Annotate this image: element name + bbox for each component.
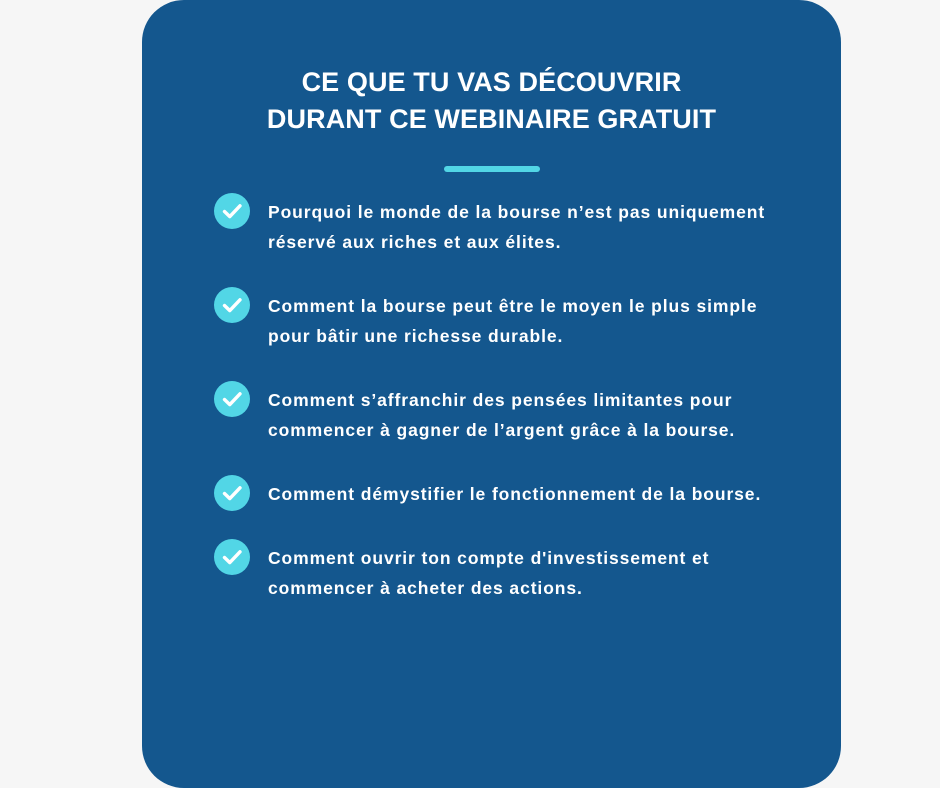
list-item-text: Comment démystifier le fonctionnement de la bourse.: [268, 484, 762, 504]
list-item-text: Comment s’affranchir des pensées limitantes pour commencer à gagner de l’argent grâce à la bourse.: [268, 390, 736, 440]
check-circle-icon: [214, 539, 250, 575]
list-item: [214, 475, 774, 509]
check-circle-icon: [214, 381, 250, 417]
list-item: [214, 381, 774, 445]
list-item: [214, 287, 774, 351]
title-line-2: DURANT CE WEBINAIRE GRATUIT: [266, 104, 717, 134]
list-item-text: Comment ouvrir ton compte d'investissement et commencer à acheter des actions.: [268, 548, 710, 598]
check-circle-icon: [214, 193, 250, 229]
list-item: [214, 539, 774, 603]
list-item-text: Pourquoi le monde de la bourse n’est pas uniquement réservé aux riches et aux élites.: [268, 202, 766, 252]
list-item-text: Comment la bourse peut être le moyen le plus simple pour bâtir une richesse durable.: [268, 296, 758, 346]
check-circle-icon: [214, 287, 250, 323]
benefits-list: [214, 193, 774, 603]
info-card: [142, 0, 841, 788]
title-line-1: CE QUE TU VAS DÉCOUVRIR: [301, 67, 682, 97]
list-item: [214, 193, 774, 257]
title-divider: [444, 166, 540, 172]
check-circle-icon: [214, 475, 250, 511]
card-title: [142, 64, 841, 138]
